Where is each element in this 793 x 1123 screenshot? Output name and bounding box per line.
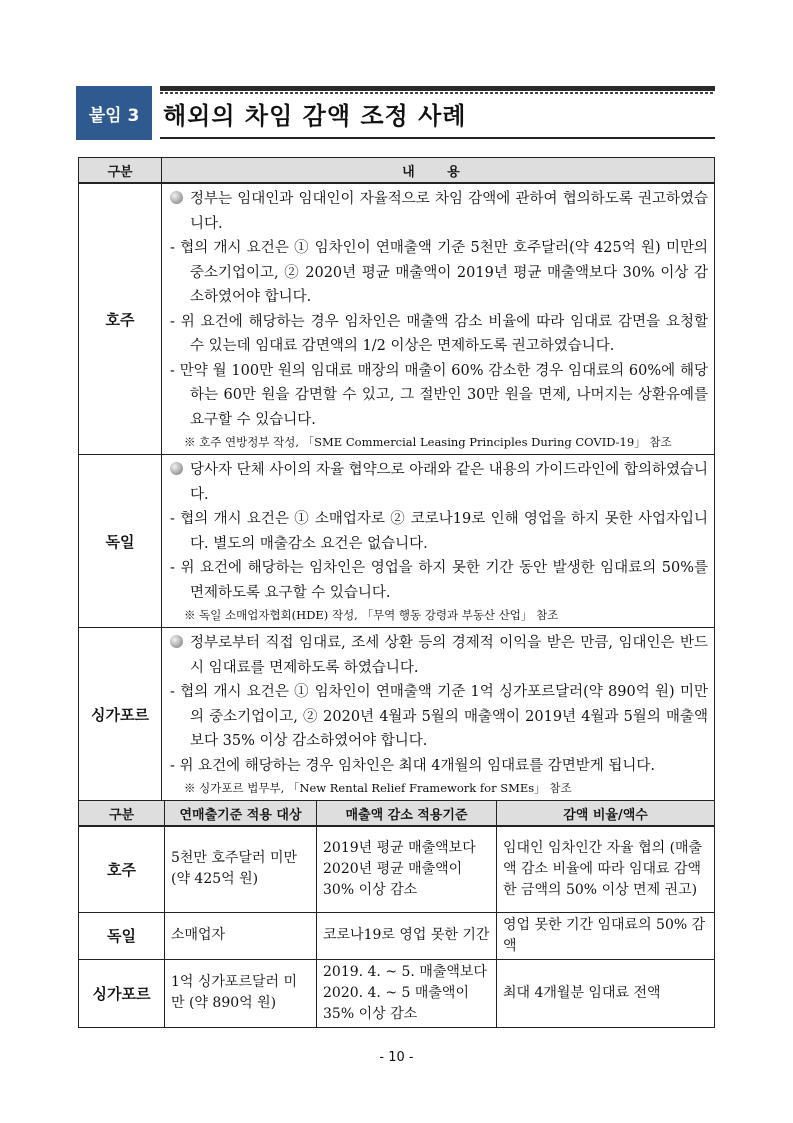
country-cell: 독일 <box>79 455 162 628</box>
criteria-cell: 2019. 4. ~ 5. 매출액보다 2020. 4. ~ 5 매출액이 35% 이상 감소 <box>317 959 497 1027</box>
table-row <box>79 826 715 912</box>
list-item: 당사자 단체 사이의 자율 협약으로 아래와 같은 내용의 가이드라인에 합의하였습니다. <box>170 458 708 507</box>
page-number: - 10 - <box>379 1050 414 1065</box>
list-item: - 위 요건에 해당하는 경우 임차인은 최대 4개월의 임대료를 감면받게 됩니다. <box>170 757 656 774</box>
cases-detail-table <box>78 157 715 801</box>
content-cell <box>162 455 715 628</box>
header-dashed-line <box>160 92 715 94</box>
country-cell: 독일 <box>79 912 165 959</box>
target-cell: 1억 싱가포르달러 미만 (약 890억 원) <box>165 959 317 1027</box>
ratio-cell: 최대 4개월분 임대료 전액 <box>497 959 715 1027</box>
table-row <box>79 455 715 628</box>
source-note: ※ 호주 연방정부 작성, 「SME Commercial Leasing Principles During COVID-19」 참조 <box>184 435 672 449</box>
bullet-circle-icon <box>170 462 183 475</box>
criteria-cell: 코로나19로 영업 못한 기간 <box>317 912 497 959</box>
table-row <box>79 183 715 455</box>
source-note: ※ 독일 소매업자협회(HDE) 작성, 「무역 행동 강령과 부동산 산업」 참조 <box>184 608 559 622</box>
country-cell: 호주 <box>79 826 165 912</box>
header-top-bar <box>160 86 715 91</box>
summary-table <box>78 800 715 1028</box>
table-row <box>79 912 715 959</box>
col-header-category: 구분 <box>79 158 162 184</box>
country-cell: 싱가포르 <box>79 628 162 801</box>
col-header-category: 구분 <box>79 801 165 827</box>
col-header-content: 내 용 <box>162 158 715 184</box>
country-cell: 호주 <box>79 183 162 455</box>
list-item: - 만약 월 100만 원의 임대료 매장의 매출이 60% 감소한 경우 임대료의 60%에 해당하는 60만 원을 감면할 수 있고, 그 절반인 30만 원을 면제, 나머지는 상환유예를 요구할 수 있습니다. <box>170 362 708 428</box>
list-item: 정부는 임대인과 임대인이 자율적으로 차임 감액에 관하여 협의하도록 권고하였습니다. <box>170 187 708 236</box>
source-note: ※ 싱가포르 법무부, 「New Rental Relief Framework for SMEs」 참조 <box>184 781 572 795</box>
ratio-cell: 임대인 임차인간 자율 협의 (매출액 감소 비율에 따라 임대료 감액한 금액의 50% 이상 면제 권고) <box>497 826 715 912</box>
content-cell <box>162 628 715 801</box>
col-header-criteria: 매출액 감소 적용기준 <box>317 801 497 827</box>
list-item: - 위 요건에 해당하는 임차인은 영업을 하지 못한 기간 동안 발생한 임대료의 50%를 면제하도록 요구할 수 있습니다. <box>170 560 708 601</box>
target-cell: 소매업자 <box>165 912 317 959</box>
col-header-target: 연매출기준 적용 대상 <box>165 801 317 827</box>
criteria-cell: 2019년 평균 매출액보다 2020년 평균 매출액이 30% 이상 감소 <box>317 826 497 912</box>
ratio-cell: 영업 못한 기간 임대료의 50% 감액 <box>497 912 715 959</box>
col-header-ratio: 감액 비율/액수 <box>497 801 715 827</box>
header-underline <box>160 137 715 139</box>
country-cell: 싱가포르 <box>79 959 165 1027</box>
table-row <box>79 959 715 1027</box>
list-item: 정부로부터 직접 임대료, 조세 상환 등의 경제적 이익을 받은 만큼, 임대인은 반드시 임대료를 면제하도록 하였습니다. <box>170 631 708 680</box>
bullet-circle-icon <box>170 191 183 204</box>
table-row <box>79 628 715 801</box>
bullet-circle-icon <box>170 635 183 648</box>
list-item: - 협의 개시 요건은 ① 임차인이 연매출액 기준 1억 싱가포르달러(약 890억 원) 미만의 중소기업이고, ② 2020년 4월과 5월의 매출액이 2019년 4월과 5월의 매출액보다 35% 이상 감소하였어야 합니다. <box>170 684 708 749</box>
content-cell <box>162 183 715 455</box>
appendix-badge: 붙임 3 <box>76 86 152 140</box>
page-title: 해외의 차임 감액 조정 사례 <box>163 102 467 130</box>
list-item: - 위 요건에 해당하는 경우 임차인은 매출액 감소 비율에 따라 임대료 감면을 요청할 수 있는데 임대료 감면액의 1/2 이상은 면제하도록 권고하였습니다. <box>170 313 708 354</box>
target-cell: 5천만 호주달러 미만 (약 425억 원) <box>165 826 317 912</box>
list-item: - 협의 개시 요건은 ① 소매업자로 ② 코로나19로 인해 영업을 하지 못한 사업자입니다. 별도의 매출감소 요건은 없습니다. <box>170 511 708 552</box>
list-item: - 협의 개시 요건은 ① 임차인이 연매출액 기준 5천만 호주달러(약 425억 원) 미만의 중소기업이고, ② 2020년 평균 매출액이 2019년 평균 매출액보다 30% 이상 감소하였어야 합니다. <box>170 240 708 305</box>
